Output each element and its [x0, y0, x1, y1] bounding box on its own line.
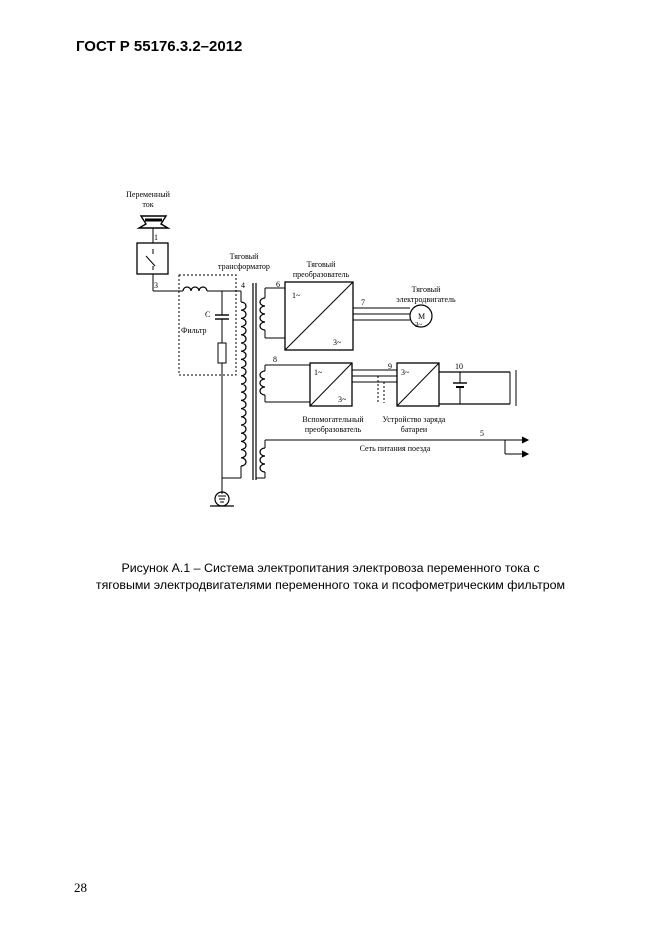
- ref-number-10: 10: [455, 362, 463, 371]
- secondary-winding-traction: [260, 298, 265, 330]
- ref-number-4: 4: [241, 281, 245, 290]
- document-header: ГОСТ Р 55176.3.2–2012: [76, 38, 243, 55]
- label-battery-charger-1: Устройство заряда: [382, 415, 446, 424]
- label-traction-transformer-2: трансформатор: [218, 262, 270, 271]
- ref-number-5: 5: [480, 429, 484, 438]
- caption-line-1: Рисунок А.1 – Система электропитания электровоза переменного тока с: [121, 561, 540, 575]
- label-traction-motor-2: электродвигатель: [396, 295, 456, 304]
- ref-number-6: 6: [276, 280, 280, 289]
- aux-input-phase: 1~: [314, 368, 323, 377]
- label-ac-current-2: ток: [142, 200, 154, 209]
- label-traction-motor-1: Тяговый: [411, 285, 441, 294]
- motor-phase: 3~: [415, 321, 423, 329]
- motor-letter: M: [418, 312, 426, 321]
- ref-number-9: 9: [388, 362, 392, 371]
- battery-icon: [453, 372, 467, 404]
- filter-box: [179, 275, 236, 375]
- caption-line-2: тяговыми электродвигателями переменного тока и псофометрическим фильтром: [95, 578, 566, 592]
- ref-number-8: 8: [273, 355, 277, 364]
- aux-output-phase: 3~: [338, 395, 347, 404]
- transformer-primary-winding: [241, 302, 246, 466]
- ref-number-1: 1: [154, 233, 158, 242]
- label-train-supply: Сеть питания поезда: [359, 444, 431, 453]
- label-traction-converter-1: Тяговый: [306, 260, 336, 269]
- transformer-core: [253, 283, 256, 480]
- tc-input-phase: 1~: [292, 291, 301, 300]
- label-battery-charger-2: батареи: [400, 425, 428, 434]
- tc-output-phase: 3~: [333, 338, 342, 347]
- label-aux-converter-1: Вспомогательный: [302, 415, 364, 424]
- secondary-winding-train-supply: [260, 448, 265, 472]
- main-circuit-breaker: [137, 243, 168, 291]
- figure-caption: [40, 560, 621, 594]
- label-ac-current-1: Переменный: [126, 190, 170, 199]
- secondary-winding-auxiliary: [260, 371, 265, 395]
- ref-number-7: 7: [361, 298, 365, 307]
- label-traction-converter-2: преобразователь: [292, 270, 350, 279]
- filter-inductor: [183, 287, 207, 291]
- page-number: 28: [74, 880, 87, 895]
- ground-icon: [210, 492, 234, 506]
- resistor: [218, 343, 226, 363]
- label-traction-transformer-1: Тяговый: [229, 252, 259, 261]
- label-filter: Фильтр: [181, 326, 207, 335]
- bc-input-phase: 3~: [401, 368, 410, 377]
- label-aux-converter-2: преобразователь: [304, 425, 362, 434]
- ref-number-3: 3: [154, 281, 158, 290]
- label-capacitor: C: [205, 310, 211, 319]
